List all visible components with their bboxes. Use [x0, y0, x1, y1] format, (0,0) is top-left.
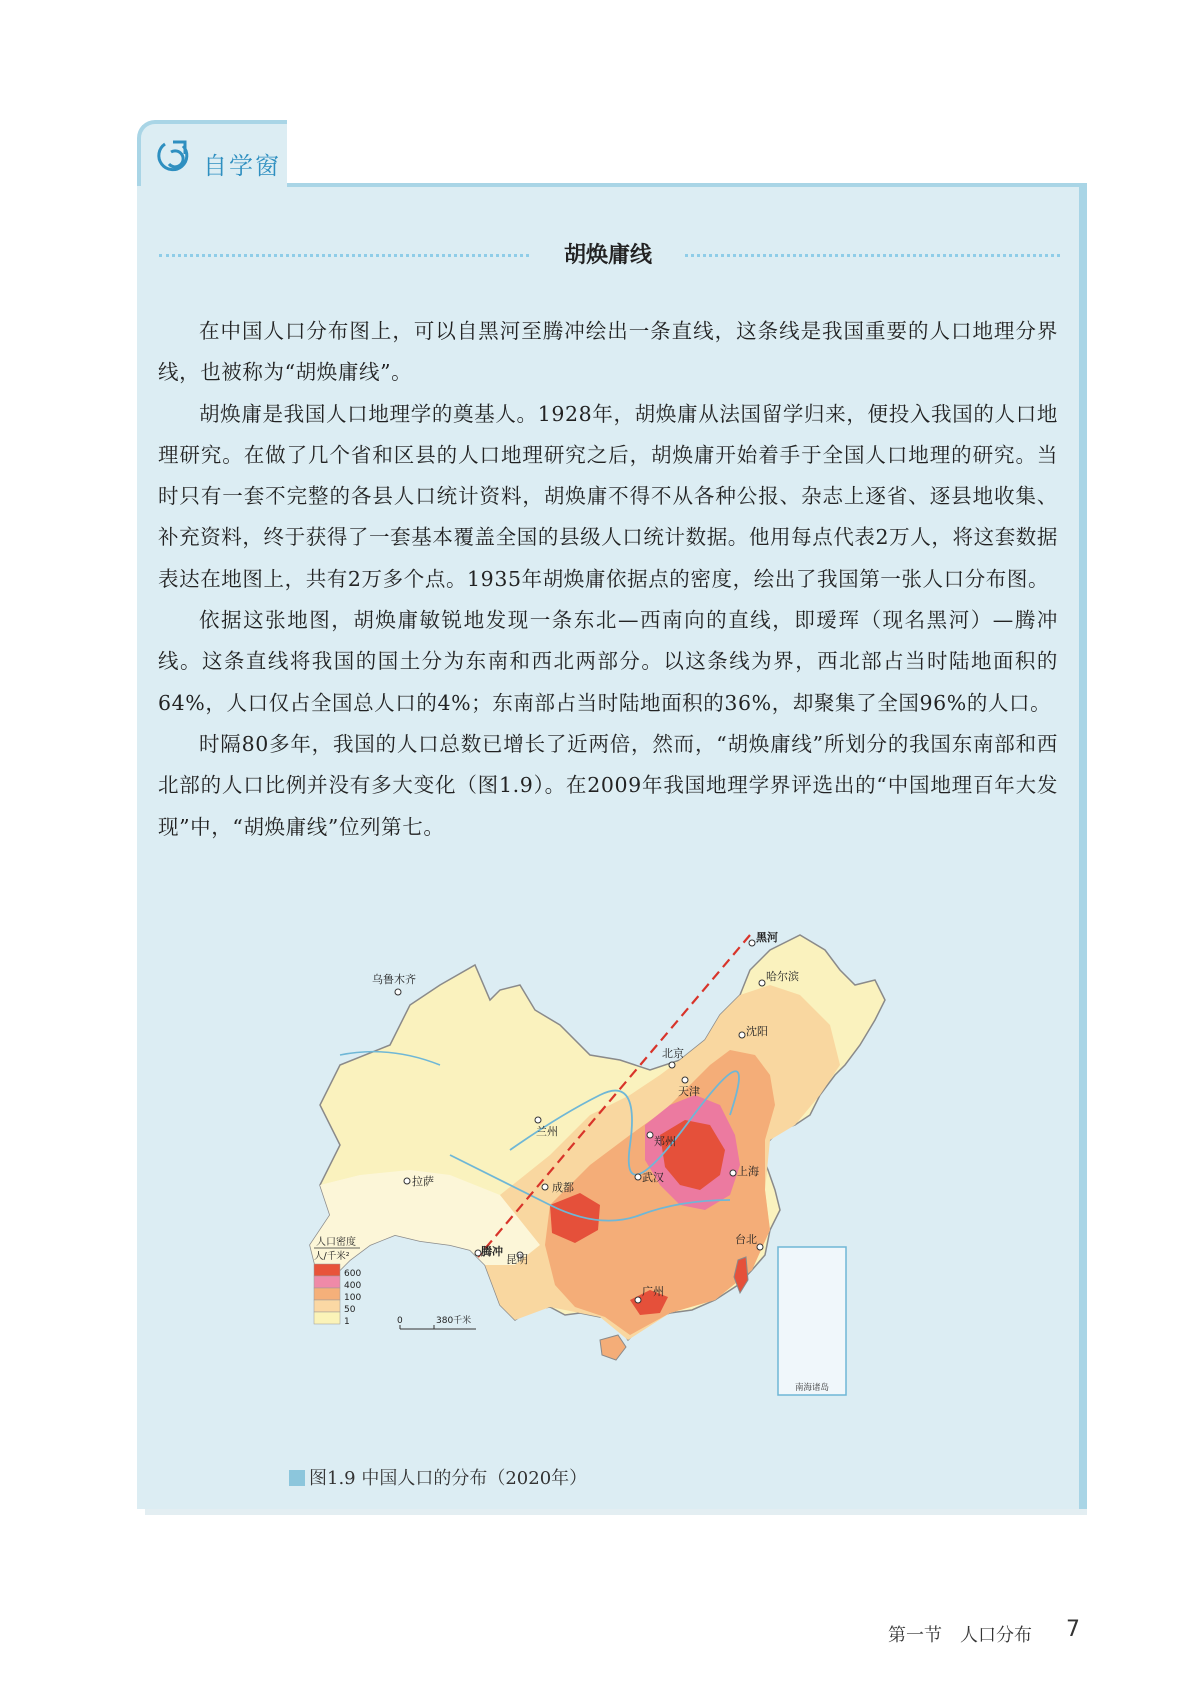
legend-level: 50 — [344, 1305, 356, 1315]
legend-swatch-50 — [314, 1300, 340, 1312]
city-marker — [757, 1244, 763, 1250]
scale-label: 380千米 — [436, 1316, 472, 1326]
refresh-loop-icon — [155, 138, 193, 178]
city-label: 成都 — [552, 1181, 574, 1194]
city-marker — [647, 1132, 653, 1138]
city-marker — [395, 989, 401, 995]
caption-marker — [289, 1470, 305, 1486]
china-population-map — [300, 931, 940, 1465]
city-marker — [759, 980, 765, 986]
paragraph: 时隔80多年，我国的人口总数已增长了近两倍，然而，“胡焕庸线”所划分的我国东南部和西北部的人口比例并没有多大变化（图1.9）。在2009年我国地理学界评选出的“中国地理百年大发现”中，“胡焕庸线”位列第七。 — [158, 731, 1058, 839]
legend-swatch-1 — [314, 1312, 340, 1324]
city-label: 南海诸岛 — [794, 1383, 830, 1393]
figure-caption — [289, 1464, 587, 1490]
city-label: 上海 — [737, 1165, 759, 1178]
city-marker — [635, 1174, 641, 1180]
legend-swatch-400 — [314, 1276, 340, 1288]
section-title — [137, 240, 1079, 270]
box-shadow-bottom — [145, 1509, 1087, 1515]
city-label: 兰州 — [536, 1125, 558, 1138]
paragraph: 依据这张地图，胡焕庸敏锐地发现一条东北—西南向的直线，即瑷珲（现名黑河）—腾冲线。这条直线将我国的国土分为东南和西北两部分。以这条线为界，西北部占当时陆地面积的64%，人口仅占全国总人口的4%；东南部占当时陆地面积的36%，却聚集了全国96%的人口。 — [158, 608, 1058, 715]
city-marker — [635, 1297, 641, 1303]
city-label: 腾冲 — [481, 1245, 503, 1258]
box-shadow — [1079, 187, 1087, 1509]
city-label: 黑河 — [756, 931, 778, 944]
self-study-tab — [137, 120, 287, 186]
legend-level: 600 — [344, 1269, 362, 1279]
footer-section-title: 第一节 人口分布 — [888, 1625, 1032, 1646]
city-marker — [739, 1032, 745, 1038]
hainan-island — [600, 1335, 626, 1360]
legend-unit: 人/千米² — [314, 1251, 350, 1262]
city-marker — [535, 1117, 541, 1123]
legend-level: 1 — [344, 1317, 350, 1327]
city-marker — [730, 1170, 736, 1176]
city-marker — [669, 1062, 675, 1068]
box-border — [287, 183, 1087, 187]
city-label: 郑州 — [654, 1135, 676, 1148]
city-label: 武汉 — [642, 1171, 664, 1184]
legend-level: 100 — [344, 1293, 362, 1303]
city-marker — [749, 940, 755, 946]
city-label: 哈尔滨 — [766, 970, 799, 983]
city-label: 北京 — [662, 1047, 684, 1060]
city-label: 拉萨 — [412, 1175, 434, 1188]
city-label: 天津 — [678, 1085, 700, 1098]
title-text: 胡焕庸线 — [563, 243, 652, 268]
city-marker — [682, 1077, 688, 1083]
city-label: 乌鲁木齐 — [372, 973, 416, 986]
page-number: 7 — [1066, 1617, 1080, 1642]
city-label: 沈阳 — [746, 1025, 768, 1038]
city-label: 台北 — [735, 1233, 757, 1246]
body-text — [158, 311, 1058, 848]
legend-swatch-100 — [314, 1288, 340, 1300]
city-marker — [404, 1178, 410, 1184]
south-china-sea-inset — [778, 1247, 846, 1395]
caption-text: 图1.9 中国人口的分布（2020年） — [309, 1468, 588, 1489]
paragraph: 胡焕庸是我国人口地理学的奠基人。1928年，胡焕庸从法国留学归来，便投入我国的人口地理研究。在做了几个省和区县的人口地理研究之后，胡焕庸开始着手于全国人口地理的研究。当时只有一套不完整的各县人口统计资料，胡焕庸不得不从各种公报、杂志上逐省、逐县地收集、补充资料，终于获得了一套基本覆盖全国的县级人口统计数据。他用每点代表2万人，将这套数据表达在地图上，共有2万多个点。1935年胡焕庸依据点的密度，绘出了我国第一张人口分布图。 — [158, 401, 1058, 591]
city-label: 昆明 — [506, 1253, 528, 1266]
legend-swatch-600 — [314, 1264, 340, 1276]
city-marker — [542, 1184, 548, 1190]
scale-bar — [397, 1314, 476, 1329]
tab-label: 自学窗 — [203, 152, 281, 180]
city-label: 广州 — [642, 1285, 664, 1298]
paragraph: 在中国人口分布图上，可以自黑河至腾冲绘出一条直线，这条线是我国重要的人口地理分界线，也被称为“胡焕庸线”。 — [158, 319, 1058, 385]
scale-zero: 0 — [397, 1316, 403, 1326]
legend-title: 人口密度 — [316, 1237, 356, 1248]
legend-level: 400 — [344, 1281, 362, 1291]
dotted-divider — [685, 254, 1060, 257]
